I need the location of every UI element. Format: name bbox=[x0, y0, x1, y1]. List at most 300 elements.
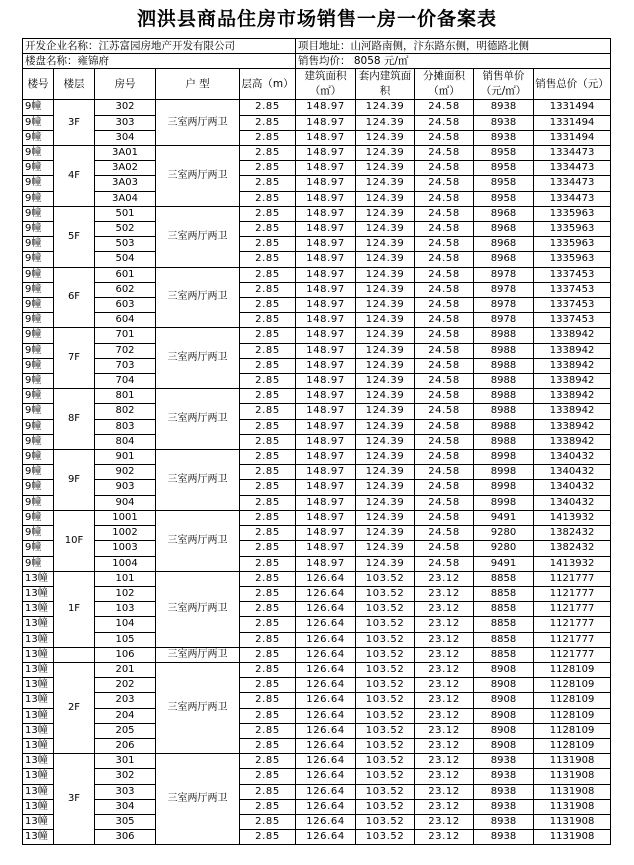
layout-cell: 三室两厅两卫 bbox=[156, 389, 240, 450]
inner-area-cell: 103.52 bbox=[356, 617, 415, 632]
shared-area-cell: 24.58 bbox=[415, 115, 474, 130]
table-row bbox=[23, 571, 611, 586]
unit-price-cell: 8958 bbox=[474, 176, 534, 191]
table-row bbox=[23, 647, 611, 662]
shared-area-cell: 24.58 bbox=[415, 100, 474, 115]
shared-area-cell: 24.58 bbox=[415, 419, 474, 434]
inner-area-cell: 103.52 bbox=[356, 708, 415, 723]
layout-cell: 三室两厅两卫 bbox=[156, 146, 240, 207]
floor-area-cell: 148.97 bbox=[296, 480, 356, 495]
storey-height-cell: 2.85 bbox=[240, 176, 296, 191]
room-cell: 303 bbox=[95, 115, 156, 130]
unit-price-cell: 8998 bbox=[474, 450, 534, 465]
total-price-cell: 1340432 bbox=[534, 480, 611, 495]
table-row bbox=[23, 313, 611, 328]
inner-area-cell: 124.39 bbox=[356, 146, 415, 161]
unit-price-cell: 8908 bbox=[474, 693, 534, 708]
total-price-cell: 1128109 bbox=[534, 708, 611, 723]
table-row bbox=[23, 678, 611, 693]
total-price-cell: 1331494 bbox=[534, 130, 611, 145]
floor-area-cell: 148.97 bbox=[296, 556, 356, 571]
inner-area-cell: 124.39 bbox=[356, 237, 415, 252]
unit-price-cell: 8938 bbox=[474, 754, 534, 769]
building-cell: 9幢 bbox=[23, 252, 54, 267]
table-row bbox=[23, 784, 611, 799]
floor-area-cell: 148.97 bbox=[296, 130, 356, 145]
table-row bbox=[23, 586, 611, 601]
table-row bbox=[23, 130, 611, 145]
shared-area-cell: 24.58 bbox=[415, 176, 474, 191]
total-price-cell: 1128109 bbox=[534, 738, 611, 753]
floor-area-cell: 148.97 bbox=[296, 419, 356, 434]
room-cell: 106 bbox=[95, 647, 156, 662]
building-cell: 9幢 bbox=[23, 222, 54, 237]
total-price-cell: 1131908 bbox=[534, 799, 611, 814]
unit-price-cell: 8988 bbox=[474, 389, 534, 404]
floor-area-cell: 126.64 bbox=[296, 571, 356, 586]
building-cell: 13幢 bbox=[23, 662, 54, 677]
table-row bbox=[23, 222, 611, 237]
shared-area-cell: 24.58 bbox=[415, 298, 474, 313]
storey-height-cell: 2.85 bbox=[240, 374, 296, 389]
table-row bbox=[23, 100, 611, 115]
building-cell: 9幢 bbox=[23, 313, 54, 328]
floor-area-cell: 126.64 bbox=[296, 693, 356, 708]
shared-area-cell: 23.12 bbox=[415, 814, 474, 829]
address-label: 项目地址：山河路南侧，汴东路东侧，明德路北侧 bbox=[296, 39, 611, 54]
table-row bbox=[23, 723, 611, 738]
inner-area-cell: 103.52 bbox=[356, 830, 415, 845]
total-price-cell: 1334473 bbox=[534, 161, 611, 176]
room-cell: 1002 bbox=[95, 526, 156, 541]
inner-area-cell: 103.52 bbox=[356, 769, 415, 784]
room-cell: 904 bbox=[95, 495, 156, 510]
table-row bbox=[23, 830, 611, 845]
room-cell: 804 bbox=[95, 434, 156, 449]
table-row bbox=[23, 738, 611, 753]
unit-price-cell: 8958 bbox=[474, 191, 534, 206]
avg-price-label: 销售均价： 8058 元/㎡ bbox=[296, 54, 611, 69]
floor-area-cell: 126.64 bbox=[296, 784, 356, 799]
unit-price-cell: 8968 bbox=[474, 206, 534, 221]
layout-cell: 三室两厅两卫 bbox=[156, 100, 240, 146]
table-row bbox=[23, 617, 611, 632]
page-title: 泗洪县商品住房市场销售一房一价备案表 bbox=[136, 8, 497, 30]
total-price-cell: 1331494 bbox=[534, 115, 611, 130]
shared-area-cell: 23.12 bbox=[415, 662, 474, 677]
room-cell: 801 bbox=[95, 389, 156, 404]
building-cell: 9幢 bbox=[23, 404, 54, 419]
table-row bbox=[23, 799, 611, 814]
building-cell: 9幢 bbox=[23, 374, 54, 389]
total-price-cell: 1334473 bbox=[534, 176, 611, 191]
floor-cell: 9F bbox=[54, 450, 95, 511]
inner-area-cell: 103.52 bbox=[356, 693, 415, 708]
floor-area-cell: 126.64 bbox=[296, 754, 356, 769]
total-price-cell: 1131908 bbox=[534, 754, 611, 769]
room-cell: 502 bbox=[95, 222, 156, 237]
room-cell: 201 bbox=[95, 662, 156, 677]
shared-area-cell: 24.58 bbox=[415, 389, 474, 404]
room-cell: 103 bbox=[95, 602, 156, 617]
unit-price-cell: 8938 bbox=[474, 830, 534, 845]
storey-height-cell: 2.85 bbox=[240, 389, 296, 404]
table-row bbox=[23, 146, 611, 161]
table-row bbox=[23, 693, 611, 708]
total-price-cell: 1128109 bbox=[534, 723, 611, 738]
total-price-cell: 1337453 bbox=[534, 282, 611, 297]
project-label: 楼盘名称：雍锦府 bbox=[23, 54, 296, 69]
table-row bbox=[23, 343, 611, 358]
storey-height-cell: 2.85 bbox=[240, 480, 296, 495]
table-row bbox=[23, 754, 611, 769]
total-price-cell: 1121777 bbox=[534, 571, 611, 586]
col-layout: 户 型 bbox=[156, 69, 240, 100]
unit-price-cell: 8978 bbox=[474, 267, 534, 282]
building-cell: 13幢 bbox=[23, 769, 54, 784]
unit-price-cell: 8988 bbox=[474, 328, 534, 343]
table-row bbox=[23, 419, 611, 434]
storey-height-cell: 2.85 bbox=[240, 404, 296, 419]
unit-price-cell: 8978 bbox=[474, 313, 534, 328]
room-cell: 1003 bbox=[95, 541, 156, 556]
shared-area-cell: 24.58 bbox=[415, 328, 474, 343]
col-building: 楼号 bbox=[23, 69, 54, 100]
table-row bbox=[23, 298, 611, 313]
inner-area-cell: 124.39 bbox=[356, 130, 415, 145]
total-price-cell: 1337453 bbox=[534, 267, 611, 282]
storey-height-cell: 2.85 bbox=[240, 602, 296, 617]
total-price-cell: 1337453 bbox=[534, 298, 611, 313]
total-price-cell: 1338942 bbox=[534, 358, 611, 373]
room-cell: 105 bbox=[95, 632, 156, 647]
room-cell: 1004 bbox=[95, 556, 156, 571]
room-cell: 803 bbox=[95, 419, 156, 434]
storey-height-cell: 2.85 bbox=[240, 556, 296, 571]
storey-height-cell: 2.85 bbox=[240, 678, 296, 693]
room-cell: 902 bbox=[95, 465, 156, 480]
inner-area-cell: 103.52 bbox=[356, 723, 415, 738]
shared-area-cell: 24.58 bbox=[415, 556, 474, 571]
unit-price-cell: 8938 bbox=[474, 100, 534, 115]
shared-area-cell: 23.12 bbox=[415, 617, 474, 632]
shared-area-cell: 24.58 bbox=[415, 510, 474, 525]
inner-area-cell: 124.39 bbox=[356, 510, 415, 525]
shared-area-cell: 23.12 bbox=[415, 678, 474, 693]
storey-height-cell: 2.85 bbox=[240, 784, 296, 799]
col-shared-area: 分摊面积（㎡） bbox=[415, 69, 474, 100]
inner-area-cell: 124.39 bbox=[356, 434, 415, 449]
layout-cell: 三室两厅两卫 bbox=[156, 754, 240, 845]
floor-area-cell: 148.97 bbox=[296, 450, 356, 465]
floor-area-cell: 126.64 bbox=[296, 586, 356, 601]
floor-area-cell: 126.64 bbox=[296, 708, 356, 723]
floor-area-cell: 126.64 bbox=[296, 769, 356, 784]
total-price-cell: 1334473 bbox=[534, 191, 611, 206]
storey-height-cell: 2.85 bbox=[240, 298, 296, 313]
room-cell: 305 bbox=[95, 814, 156, 829]
table-row bbox=[23, 541, 611, 556]
floor-cell: 10F bbox=[54, 510, 95, 571]
unit-price-cell: 8988 bbox=[474, 434, 534, 449]
developer-label: 开发企业名称：江苏富园房地产开发有限公司 bbox=[23, 39, 296, 54]
unit-price-cell: 8908 bbox=[474, 708, 534, 723]
table-row bbox=[23, 556, 611, 571]
building-cell: 9幢 bbox=[23, 541, 54, 556]
storey-height-cell: 2.85 bbox=[240, 708, 296, 723]
inner-area-cell: 124.39 bbox=[356, 252, 415, 267]
storey-height-cell: 2.85 bbox=[240, 358, 296, 373]
room-cell: 104 bbox=[95, 617, 156, 632]
inner-area-cell: 124.39 bbox=[356, 541, 415, 556]
floor-area-cell: 148.97 bbox=[296, 389, 356, 404]
room-cell: 203 bbox=[95, 693, 156, 708]
inner-area-cell: 124.39 bbox=[356, 526, 415, 541]
floor-area-cell: 126.64 bbox=[296, 647, 356, 662]
inner-area-cell: 103.52 bbox=[356, 586, 415, 601]
shared-area-cell: 24.58 bbox=[415, 146, 474, 161]
shared-area-cell: 24.58 bbox=[415, 434, 474, 449]
room-cell: 802 bbox=[95, 404, 156, 419]
storey-height-cell: 2.85 bbox=[240, 814, 296, 829]
total-price-cell: 1335963 bbox=[534, 252, 611, 267]
floor-area-cell: 148.97 bbox=[296, 541, 356, 556]
storey-height-cell: 2.85 bbox=[240, 647, 296, 662]
shared-area-cell: 24.58 bbox=[415, 495, 474, 510]
shared-area-cell: 24.58 bbox=[415, 526, 474, 541]
room-cell: 303 bbox=[95, 784, 156, 799]
shared-area-cell: 24.58 bbox=[415, 237, 474, 252]
floor-cell: 7F bbox=[54, 328, 95, 389]
shared-area-cell: 23.12 bbox=[415, 754, 474, 769]
layout-cell: 三室两厅两卫 bbox=[156, 450, 240, 511]
inner-area-cell: 124.39 bbox=[356, 358, 415, 373]
total-price-cell: 1338942 bbox=[534, 419, 611, 434]
inner-area-cell: 103.52 bbox=[356, 799, 415, 814]
storey-height-cell: 2.85 bbox=[240, 252, 296, 267]
shared-area-cell: 23.12 bbox=[415, 602, 474, 617]
inner-area-cell: 103.52 bbox=[356, 647, 415, 662]
room-cell: 102 bbox=[95, 586, 156, 601]
storey-height-cell: 2.85 bbox=[240, 161, 296, 176]
inner-area-cell: 124.39 bbox=[356, 480, 415, 495]
storey-height-cell: 2.85 bbox=[240, 191, 296, 206]
room-cell: 601 bbox=[95, 267, 156, 282]
building-cell: 9幢 bbox=[23, 146, 54, 161]
building-cell: 9幢 bbox=[23, 358, 54, 373]
storey-height-cell: 2.85 bbox=[240, 222, 296, 237]
floor-area-cell: 148.97 bbox=[296, 206, 356, 221]
shared-area-cell: 23.12 bbox=[415, 799, 474, 814]
table-row bbox=[23, 662, 611, 677]
room-cell: 702 bbox=[95, 343, 156, 358]
total-price-cell: 1340432 bbox=[534, 495, 611, 510]
unit-price-cell: 9491 bbox=[474, 510, 534, 525]
floor-area-cell: 126.64 bbox=[296, 723, 356, 738]
building-cell: 13幢 bbox=[23, 814, 54, 829]
layout-cell: 三室两厅两卫 bbox=[156, 647, 240, 662]
total-price-cell: 1121777 bbox=[534, 586, 611, 601]
filing-table bbox=[22, 38, 611, 845]
shared-area-cell: 24.58 bbox=[415, 130, 474, 145]
total-price-cell: 1338942 bbox=[534, 389, 611, 404]
total-price-cell: 1337453 bbox=[534, 313, 611, 328]
unit-price-cell: 8958 bbox=[474, 161, 534, 176]
table-row bbox=[23, 495, 611, 510]
inner-area-cell: 103.52 bbox=[356, 784, 415, 799]
storey-height-cell: 2.85 bbox=[240, 267, 296, 282]
table-row bbox=[23, 206, 611, 221]
storey-height-cell: 2.85 bbox=[240, 343, 296, 358]
table-row bbox=[23, 374, 611, 389]
building-cell: 9幢 bbox=[23, 328, 54, 343]
header-row bbox=[23, 69, 611, 100]
unit-price-cell: 8988 bbox=[474, 404, 534, 419]
storey-height-cell: 2.85 bbox=[240, 510, 296, 525]
total-price-cell: 1413932 bbox=[534, 556, 611, 571]
table-row bbox=[23, 404, 611, 419]
building-cell: 9幢 bbox=[23, 450, 54, 465]
inner-area-cell: 103.52 bbox=[356, 754, 415, 769]
unit-price-cell: 8908 bbox=[474, 738, 534, 753]
floor-area-cell: 126.64 bbox=[296, 830, 356, 845]
building-cell: 9幢 bbox=[23, 389, 54, 404]
inner-area-cell: 124.39 bbox=[356, 176, 415, 191]
floor-cell: 3F bbox=[54, 754, 95, 845]
shared-area-cell: 24.58 bbox=[415, 465, 474, 480]
unit-price-cell: 9280 bbox=[474, 541, 534, 556]
developer-row bbox=[23, 39, 611, 54]
floor-area-cell: 126.64 bbox=[296, 799, 356, 814]
room-cell: 602 bbox=[95, 282, 156, 297]
inner-area-cell: 103.52 bbox=[356, 602, 415, 617]
room-cell: 504 bbox=[95, 252, 156, 267]
total-price-cell: 1335963 bbox=[534, 222, 611, 237]
building-cell: 13幢 bbox=[23, 678, 54, 693]
building-cell: 9幢 bbox=[23, 434, 54, 449]
room-cell: 3A02 bbox=[95, 161, 156, 176]
floor-area-cell: 126.64 bbox=[296, 602, 356, 617]
building-cell: 9幢 bbox=[23, 282, 54, 297]
storey-height-cell: 2.85 bbox=[240, 662, 296, 677]
project-row bbox=[23, 54, 611, 69]
room-cell: 503 bbox=[95, 237, 156, 252]
storey-height-cell: 2.85 bbox=[240, 465, 296, 480]
total-price-cell: 1335963 bbox=[534, 237, 611, 252]
inner-area-cell: 124.39 bbox=[356, 465, 415, 480]
floor-area-cell: 148.97 bbox=[296, 161, 356, 176]
col-unit-price: 销售单价（元/㎡） bbox=[474, 69, 534, 100]
floor-cell bbox=[54, 647, 95, 662]
floor-cell: 1F bbox=[54, 571, 95, 647]
room-cell: 704 bbox=[95, 374, 156, 389]
room-cell: 3A03 bbox=[95, 176, 156, 191]
unit-price-cell: 8968 bbox=[474, 237, 534, 252]
storey-height-cell: 2.85 bbox=[240, 723, 296, 738]
inner-area-cell: 103.52 bbox=[356, 571, 415, 586]
col-floor: 楼层 bbox=[54, 69, 95, 100]
table-row bbox=[23, 358, 611, 373]
unit-price-cell: 9280 bbox=[474, 526, 534, 541]
unit-price-cell: 8858 bbox=[474, 617, 534, 632]
shared-area-cell: 24.58 bbox=[415, 358, 474, 373]
building-cell: 13幢 bbox=[23, 632, 54, 647]
inner-area-cell: 103.52 bbox=[356, 814, 415, 829]
inner-area-cell: 124.39 bbox=[356, 389, 415, 404]
total-price-cell: 1121777 bbox=[534, 602, 611, 617]
inner-area-cell: 124.39 bbox=[356, 404, 415, 419]
unit-price-cell: 8938 bbox=[474, 784, 534, 799]
shared-area-cell: 24.58 bbox=[415, 343, 474, 358]
floor-area-cell: 148.97 bbox=[296, 176, 356, 191]
total-price-cell: 1331494 bbox=[534, 100, 611, 115]
floor-area-cell: 126.64 bbox=[296, 662, 356, 677]
building-cell: 9幢 bbox=[23, 237, 54, 252]
building-cell: 9幢 bbox=[23, 526, 54, 541]
unit-price-cell: 8908 bbox=[474, 662, 534, 677]
building-cell: 9幢 bbox=[23, 343, 54, 358]
table-row bbox=[23, 176, 611, 191]
inner-area-cell: 124.39 bbox=[356, 222, 415, 237]
unit-price-cell: 8938 bbox=[474, 814, 534, 829]
unit-price-cell: 8858 bbox=[474, 571, 534, 586]
floor-area-cell: 148.97 bbox=[296, 328, 356, 343]
building-cell: 13幢 bbox=[23, 571, 54, 586]
table-row bbox=[23, 115, 611, 130]
shared-area-cell: 24.58 bbox=[415, 541, 474, 556]
storey-height-cell: 2.85 bbox=[240, 206, 296, 221]
unit-price-cell: 8968 bbox=[474, 222, 534, 237]
building-cell: 9幢 bbox=[23, 298, 54, 313]
unit-price-cell: 8938 bbox=[474, 799, 534, 814]
floor-area-cell: 126.64 bbox=[296, 617, 356, 632]
floor-area-cell: 148.97 bbox=[296, 298, 356, 313]
room-cell: 202 bbox=[95, 678, 156, 693]
inner-area-cell: 103.52 bbox=[356, 632, 415, 647]
unit-price-cell: 8858 bbox=[474, 632, 534, 647]
table-row bbox=[23, 814, 611, 829]
floor-area-cell: 148.97 bbox=[296, 222, 356, 237]
total-price-cell: 1121777 bbox=[534, 632, 611, 647]
table-row bbox=[23, 708, 611, 723]
building-cell: 13幢 bbox=[23, 723, 54, 738]
building-cell: 13幢 bbox=[23, 799, 54, 814]
unit-price-cell: 8858 bbox=[474, 586, 534, 601]
storey-height-cell: 2.85 bbox=[240, 130, 296, 145]
floor-cell: 3F bbox=[54, 100, 95, 146]
total-price-cell: 1128109 bbox=[534, 662, 611, 677]
floor-cell: 6F bbox=[54, 267, 95, 328]
floor-cell: 5F bbox=[54, 206, 95, 267]
unit-price-cell: 8978 bbox=[474, 282, 534, 297]
unit-price-cell: 8938 bbox=[474, 130, 534, 145]
unit-price-cell: 8938 bbox=[474, 115, 534, 130]
storey-height-cell: 2.85 bbox=[240, 526, 296, 541]
room-cell: 3A01 bbox=[95, 146, 156, 161]
shared-area-cell: 24.58 bbox=[415, 222, 474, 237]
building-cell: 9幢 bbox=[23, 191, 54, 206]
shared-area-cell: 23.12 bbox=[415, 586, 474, 601]
building-cell: 9幢 bbox=[23, 480, 54, 495]
room-cell: 703 bbox=[95, 358, 156, 373]
shared-area-cell: 24.58 bbox=[415, 161, 474, 176]
col-total-price: 销售总价（元） bbox=[534, 69, 611, 100]
layout-cell: 三室两厅两卫 bbox=[156, 206, 240, 267]
table-row bbox=[23, 328, 611, 343]
storey-height-cell: 2.85 bbox=[240, 419, 296, 434]
room-cell: 204 bbox=[95, 708, 156, 723]
room-cell: 603 bbox=[95, 298, 156, 313]
